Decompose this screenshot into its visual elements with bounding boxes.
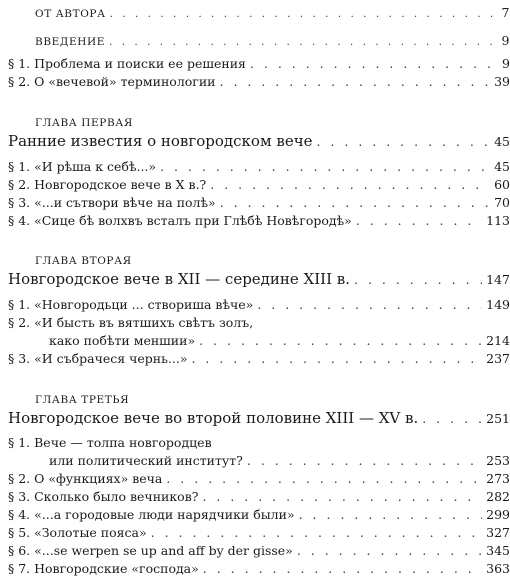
- toc-entry-title-continuation: како побѣти меншии»: [49, 333, 196, 348]
- toc-page-number: 45: [494, 159, 510, 174]
- toc-entry-first-line[interactable]: [0, 315, 510, 330]
- leader-dots: [220, 195, 490, 210]
- leader-dots: [317, 134, 491, 149]
- leader-dots: [354, 272, 482, 287]
- chapter-label-text: ГЛАВА ТРЕТЬЯ: [35, 394, 130, 406]
- toc-entry-title: § 1. Проблема и поиски ее решения: [8, 56, 246, 71]
- toc-entry-continuation[interactable]: [0, 453, 510, 468]
- toc-entry[interactable]: [0, 74, 510, 89]
- toc-entry[interactable]: [0, 489, 510, 504]
- toc-entry-title: § 6. «...se werpen se up and aff by der gisse»: [8, 543, 293, 558]
- toc-entry[interactable]: [0, 543, 510, 558]
- toc-entry[interactable]: [0, 159, 510, 174]
- toc-page-number: 299: [486, 507, 510, 522]
- toc-entry[interactable]: [0, 213, 510, 228]
- toc-entry[interactable]: [0, 507, 510, 522]
- toc-entry-title: § 3. «...и сътвори вѣче на полѣ»: [8, 195, 216, 210]
- toc-entry-title: § 2. «И бысть въ вятшихъ свѣтъ золъ,: [8, 315, 254, 330]
- toc-entry[interactable]: [0, 471, 510, 486]
- chapter-title-entry[interactable]: [0, 132, 510, 150]
- toc-page-number: 363: [486, 561, 510, 576]
- toc-page-number: 147: [486, 272, 510, 287]
- leader-dots: [220, 74, 491, 89]
- leader-dots: [199, 333, 482, 348]
- toc-page-number: 7: [501, 5, 510, 20]
- toc-page-number: 45: [494, 134, 510, 149]
- toc-entry-title: § 2. Новгородское вече в X в.?: [8, 177, 207, 192]
- leader-dots: [250, 56, 498, 71]
- toc-entry-title: § 2. О «функциях» веча: [8, 471, 163, 486]
- toc-entry[interactable]: [0, 297, 510, 312]
- leader-dots: [109, 36, 497, 48]
- toc-entry-title: § 1. Вече — толпа новгородцев: [8, 435, 212, 450]
- chapter-title: Новгородское вече в XII — середине XIII в.: [8, 270, 350, 288]
- toc-page-number: 251: [486, 411, 510, 426]
- toc-entry-title: § 1. «И рѣша к себѣ...»: [8, 159, 157, 174]
- leader-dots: [257, 297, 482, 312]
- toc-entry-introduction[interactable]: [0, 33, 510, 48]
- leader-dots: [191, 351, 482, 366]
- toc-entry-title: § 4. «...а городовые люди нарядчики были»: [8, 507, 295, 522]
- toc-entry-continuation[interactable]: [0, 333, 510, 348]
- chapter-label: [0, 117, 510, 129]
- toc-entry-first-line[interactable]: [0, 435, 510, 450]
- toc-page-number: 149: [486, 297, 510, 312]
- chapter-title: Новгородское вече во второй половине XIII — XV в.: [8, 409, 419, 427]
- toc-page-number: 113: [486, 213, 510, 228]
- toc-entry-title-continuation: или политический институт?: [49, 453, 243, 468]
- leader-dots: [422, 411, 482, 426]
- leader-dots: [356, 213, 482, 228]
- toc-page-number: 214: [486, 333, 510, 348]
- toc-page-number: 273: [486, 471, 510, 486]
- toc-entry-title: § 4. «Сице бѣ волхвъ всталъ при Глѣбѣ Новѣгородѣ»: [8, 213, 352, 228]
- toc-entry[interactable]: [0, 351, 510, 366]
- chapter-label: [0, 394, 510, 406]
- toc-entry[interactable]: [0, 525, 510, 540]
- leader-dots: [299, 507, 483, 522]
- leader-dots: [160, 159, 490, 174]
- toc-entry[interactable]: [0, 177, 510, 192]
- toc-page-number: 60: [494, 177, 510, 192]
- toc-page-number: 9: [501, 33, 510, 48]
- leader-dots: [297, 543, 482, 558]
- leader-dots: [247, 453, 482, 468]
- chapter-label: [0, 255, 510, 267]
- chapter-label-text: ГЛАВА ВТОРАЯ: [35, 255, 132, 267]
- leader-dots: [151, 525, 483, 540]
- chapter-label-text: ГЛАВА ПЕРВАЯ: [35, 117, 133, 129]
- toc-entry[interactable]: [0, 195, 510, 210]
- chapter-title-entry[interactable]: [0, 409, 510, 427]
- toc-page-number: 282: [486, 489, 510, 504]
- leader-dots: [210, 177, 490, 192]
- toc-page-number: 237: [486, 351, 510, 366]
- leader-dots: [110, 8, 498, 20]
- chapter-title-entry[interactable]: [0, 270, 510, 288]
- toc-page-number: 327: [486, 525, 510, 540]
- toc-page-number: 39: [494, 74, 510, 89]
- toc-entry-title: § 3. «И събрачеся чернь...»: [8, 351, 188, 366]
- leader-dots: [203, 561, 482, 576]
- toc-page-number: 253: [486, 453, 510, 468]
- toc-page-number: 9: [502, 56, 510, 71]
- toc-page-number: 70: [494, 195, 510, 210]
- toc-entry-title: § 3. Сколько было вечников?: [8, 489, 199, 504]
- leader-dots: [166, 471, 482, 486]
- toc-entry-title: § 5. «Золотые пояса»: [8, 525, 147, 540]
- toc-entry[interactable]: [0, 56, 510, 71]
- toc-entry[interactable]: [0, 561, 510, 576]
- chapter-title: Ранние известия о новгородском вече: [8, 132, 313, 150]
- toc-page-number: 345: [486, 543, 510, 558]
- leader-dots: [202, 489, 482, 504]
- toc-entry-title: ВВЕДЕНИЕ: [35, 36, 106, 48]
- toc-entry-title: ОТ АВТОРА: [35, 8, 106, 20]
- toc-entry-title: § 2. О «вечевой» терминологии: [8, 74, 216, 89]
- toc-entry-author[interactable]: [0, 5, 510, 20]
- toc-entry-title: § 1. «Новгородьци ... створиша вѣче»: [8, 297, 254, 312]
- toc-entry-title: § 7. Новгородские «господа»: [8, 561, 199, 576]
